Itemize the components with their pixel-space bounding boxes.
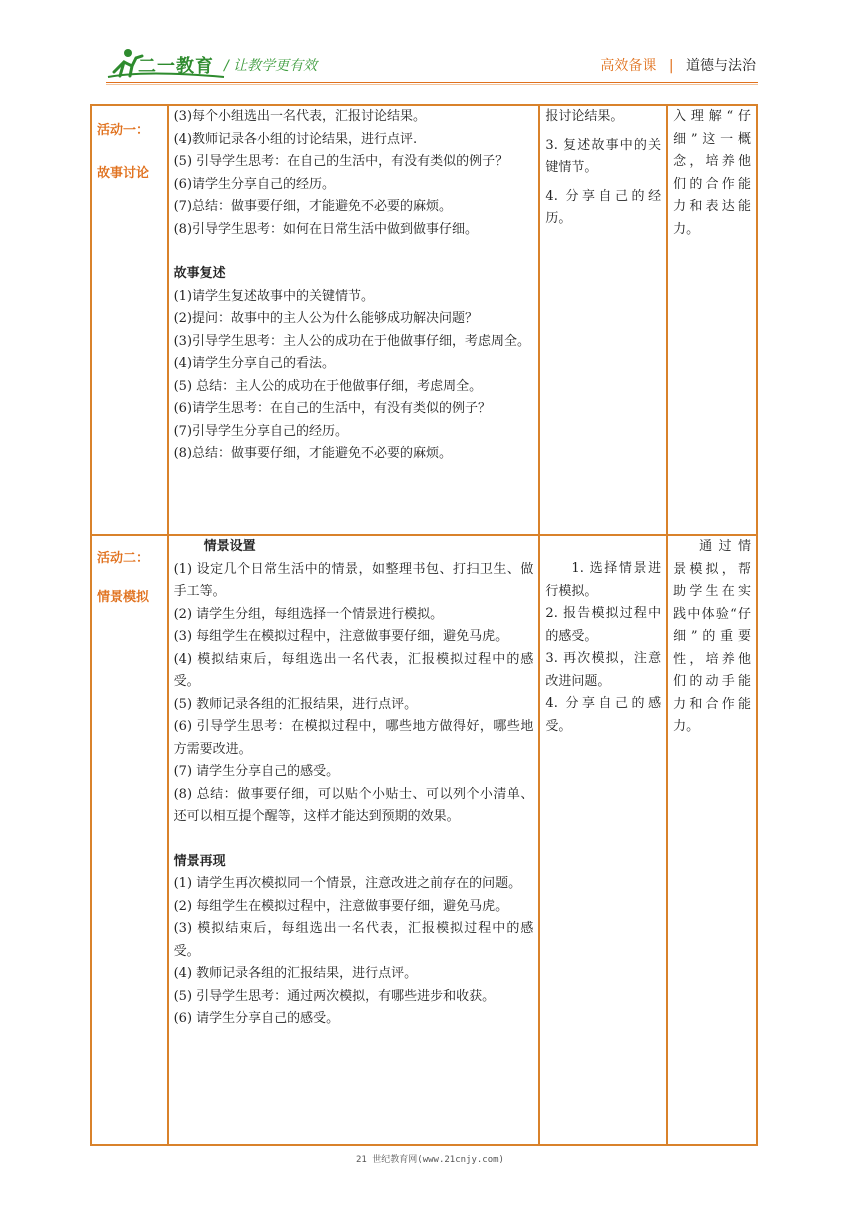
teacher-step: (8) 总结：做事要仔细，可以贴个小贴士、可以列个小清单、还可以相互提个醒等，这样才能达到预期的效果。 [173,786,534,824]
section-title: 情景再现 [173,853,226,869]
teacher-step: (5) 教师记录各组的汇报结果，进行点评。 [173,696,418,712]
teacher-step: (7)引导学生分享自己的经历。 [173,423,349,439]
student-activity-cell [539,105,667,535]
teacher-step: (5) 总结：主人公的成功在于他做事仔细，考虑周全。 [173,378,483,394]
teacher-step: (4)请学生分享自己的看法。 [173,356,336,371]
activity-number: 活动二： [97,551,150,566]
activity-number: 活动一： [97,123,150,138]
logo-text: 二一教育 [138,56,214,77]
activity-name: 情景模拟 [97,589,150,605]
teacher-step: (4) 模拟结束后，每组选出一名代表，汇报模拟过程中的感受。 [173,651,534,689]
teacher-step: (6) 请学生分享自己的感受。 [173,1011,340,1026]
header-divider-shadow [106,84,758,85]
teacher-step: (6)请学生分享自己的经历。 [173,176,336,192]
teacher-step: (7)总结：做事要仔细，才能避免不必要的麻烦。 [173,199,453,214]
teacher-step: (4) 教师记录各组的汇报结果，进行点评。 [173,966,418,981]
student-step: 2. 报告模拟过程中的感受。 [545,606,662,644]
header-slogan: / 让教学更有效 [224,58,318,74]
teacher-step: (8)引导学生思考：如何在日常生活中做到做事仔细。 [173,221,479,237]
student-step: 4. 分享自己的感受。 [545,696,662,734]
teacher-step: (2)提问：故事中的主人公为什么能够成功解决问题？ [173,311,479,326]
teacher-step: (4)教师记录各小组的讨论结果，进行点评. [173,131,418,147]
teacher-step: (6) 引导学生思考：在模拟过程中，哪些地方做得好，哪些地方需要改进。 [173,719,534,757]
teacher-step: (3)每个小组选出一名代表，汇报讨论结果。 [173,109,427,124]
student-step: 报讨论结果。 [545,109,624,124]
teacher-step: (1)请学生复述故事中的关键情节。 [173,288,375,304]
teacher-step: (3) 每组学生在模拟过程中，注意做事要仔细，避免马虎。 [173,629,509,644]
teacher-step: (5) 引导学生思考：在自己的生活中，有没有类似的例子？ [173,154,509,169]
header-subject: 道德与法治 [686,58,756,74]
header-separator: | [668,58,674,74]
teacher-step: (3) 模拟结束后，每组选出一名代表，汇报模拟过程中的感受。 [173,921,534,959]
page-footer: 21 世纪教育网(www.21cnjy.com) [356,1155,504,1165]
table-row-activity-2 [91,535,757,1145]
teacher-step: (7) 请学生分享自己的感受。 [173,764,340,779]
student-step: 1. 选择情景进行模拟。 [545,561,662,599]
header-divider [106,82,758,83]
table-row-activity-1 [91,105,757,535]
teacher-step: (5) 引导学生思考：通过两次模拟，有哪些进步和收获。 [173,988,496,1004]
student-step: 3. 复述故事中的关键情节。 [545,137,662,175]
student-activity-cell [539,535,667,1145]
header-right [600,55,756,75]
lesson-plan-table [90,104,758,1146]
design-intent-cell [667,535,757,1145]
teacher-step: (8)总结：做事要仔细，才能避免不必要的麻烦。 [173,446,453,461]
teacher-step: (3)引导学生思考：主人公的成功在于他做事仔细，考虑周全。 [173,333,531,349]
activity-name: 故事讨论 [97,165,150,181]
design-intent-text: 入理解“仔细”这一概念，培养他们的合作能力和表达能力。 [673,109,751,237]
design-intent-cell [667,105,757,535]
teacher-step: (6)请学生思考：在自己的生活中，有没有类似的例子？ [173,401,492,416]
teacher-step: (2) 请学生分组，每组选择一个情景进行模拟。 [173,606,444,622]
student-step: 4. 分享自己的经历。 [545,188,662,226]
section-title: 故事复述 [173,266,226,281]
teacher-step: (2) 每组学生在模拟过程中，注意做事要仔细，避免马虎。 [173,898,509,914]
teacher-step: (1) 请学生再次模拟同一个情景，注意改进之前存在的问题。 [173,876,522,891]
design-intent-text: 通过情景模拟，帮助学生在实践中体验“仔细”的重要性，培养他们的动手能力和合作能力。 [673,539,751,734]
activity-label-cell [91,535,168,1145]
teacher-activity-cell [168,105,540,535]
student-step: 3. 再次模拟，注意改进问题。 [545,651,662,689]
teacher-activity-cell [168,535,540,1145]
header-course: 高效备课 [600,58,657,74]
page-header [0,0,860,95]
teacher-step: (1) 设定几个日常生活中的情景，如整理书包、打扫卫生、做手工等。 [173,561,534,599]
section-title: 情景设置 [203,539,256,554]
activity-label-cell [91,105,168,535]
